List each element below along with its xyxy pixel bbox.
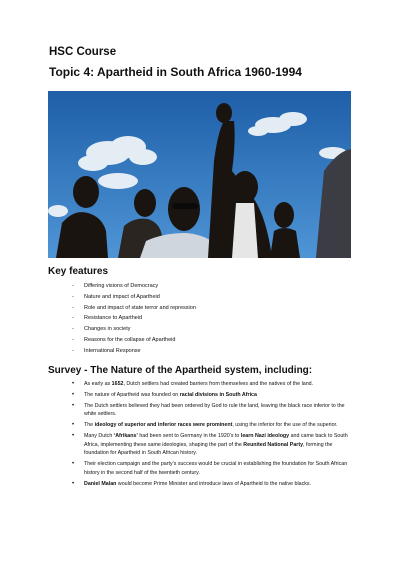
bold-text: ‘Afrikans’ [113, 433, 138, 440]
list-item: - Differing visions of Democracy [72, 281, 352, 292]
bold-text: Reunited National Party [243, 441, 304, 448]
text-run: , Dutch settlers had created barriers from themselves and the natives of the land. [123, 381, 314, 387]
survey-item [72, 380, 350, 388]
list-item: - Changes in society [72, 324, 352, 335]
survey-list [72, 380, 350, 491]
text-run: had been sent to Germany in the 1920’s to [137, 433, 241, 440]
photo-illustration [48, 91, 351, 258]
survey-item [72, 421, 350, 429]
list-item: - Role and impact of state terror and repression [72, 303, 352, 314]
survey-item [72, 460, 350, 477]
list-item: - Nature and impact of Apartheid [72, 292, 352, 303]
text-run: and came back to South Africa, implementing these same ideologies, shaping the part of the [84, 433, 348, 448]
survey-item [72, 432, 350, 457]
key-features-heading: Key features [48, 266, 109, 277]
survey-item [72, 480, 350, 488]
text-run: As early as [84, 381, 112, 387]
bold-text: 1652 [111, 381, 124, 387]
text-run: Many Dutch [84, 433, 114, 440]
survey-item [72, 391, 350, 399]
text-run: The nature of Apartheid was founded on [84, 392, 180, 398]
text-run: Their election campaign and the party’s success would be crucial in establishing the foundation for South African history in the second half of the twentieth century. [84, 461, 348, 476]
topic-title: Topic 4: Apartheid in South Africa 1960-1994 [49, 65, 302, 79]
bold-text: ideology of superior and inferior races were prominent [94, 422, 233, 429]
list-item: - Resistance to Apartheid [72, 313, 352, 324]
text-run: The Dutch settlers believed they had been ordered by God to rule the land, leaving the black race inferior to the white settlers. [84, 403, 345, 418]
apartheid-protest-photo [48, 91, 351, 258]
text-run: The [84, 422, 95, 429]
survey-item [72, 402, 350, 419]
course-title: HSC Course [49, 46, 117, 58]
bold-text: racial divisions in South Africa [179, 392, 257, 398]
text-run: , forming the foundation for Apartheid in South African history. [84, 441, 333, 457]
bold-text: learn Nazi ideology [240, 433, 290, 440]
text-run: would become Prime Minister and introduce laws of Apartheid to the native blacks. [116, 480, 312, 487]
survey-heading: Survey - The Nature of the Apartheid system, including: [48, 365, 313, 376]
list-item: - Reasons for the collapse of Apartheid [72, 335, 352, 346]
list-item: - International Response [72, 346, 352, 357]
bold-text: Daniel Malan [84, 480, 117, 487]
key-features-list [72, 281, 352, 357]
text-run: , using the inferior for the use of the superior. [232, 422, 338, 429]
